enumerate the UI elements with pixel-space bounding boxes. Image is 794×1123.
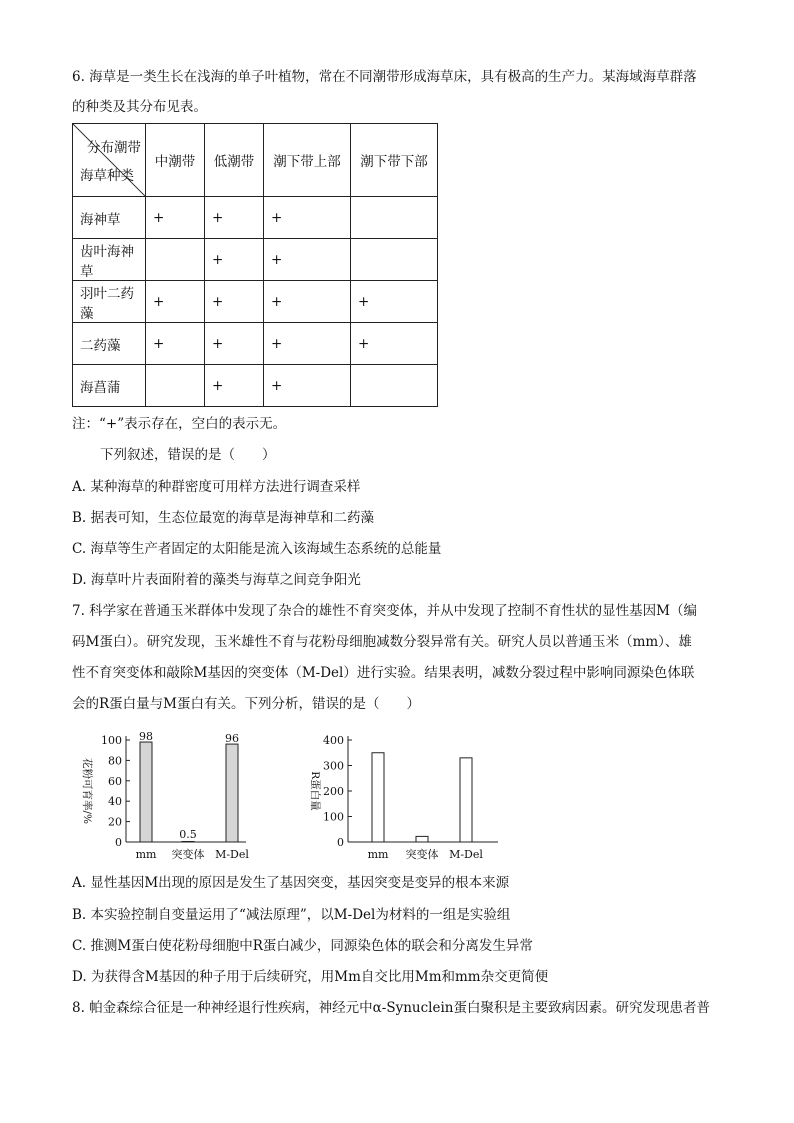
table-row <box>73 281 438 323</box>
q6-stem-line-2: 的种类及其分布见表。 <box>72 99 207 115</box>
diag-header-bottom: 海草种类 <box>80 168 134 184</box>
q7-option-d: D. 为获得含M基因的种子用于后续研究，用Mm自交比用Mm和mm杂交更简便 <box>72 969 549 985</box>
column-header: 中潮带 <box>146 124 205 197</box>
table-cell: + <box>146 281 205 323</box>
q7-stem-line-3: 性不育突变体和敲除M基因的突变体（M-Del）进行实验。结果表明，减数分裂过程中影响同源染色体联 <box>72 665 695 681</box>
table-cell <box>351 197 438 239</box>
bar <box>372 753 384 842</box>
x-tick-label: mm <box>135 848 157 861</box>
seagrass-distribution-table <box>72 123 438 407</box>
bar <box>416 836 428 842</box>
q7-option-a: A. 显性基因M出现的原因是发生了基因突变，基因突变是变异的根本来源 <box>72 875 510 891</box>
table-cell <box>351 239 438 281</box>
table-cell: + <box>205 281 264 323</box>
table-row <box>73 323 438 365</box>
table-cell: + <box>205 323 264 365</box>
y-tick-label: 300 <box>323 759 344 773</box>
table-cell <box>146 365 205 407</box>
x-tick-label: 突变体 <box>171 848 205 861</box>
x-tick-label: M-Del <box>215 848 249 861</box>
table-cell: + <box>351 323 438 365</box>
y-tick-label: 400 <box>323 734 344 747</box>
table-cell: + <box>264 239 351 281</box>
table-cell: + <box>351 281 438 323</box>
q6-stem-line-1: 6. 海草是一类生长在浅海的单子叶植物，常在不同潮带形成海草床，具有极高的生产力。某海域海草群落 <box>72 69 697 85</box>
bar-value-label: 96 <box>225 732 239 746</box>
table-cell: + <box>264 365 351 407</box>
table-cell: + <box>146 197 205 239</box>
x-tick-label: M-Del <box>449 848 483 861</box>
q6-option-a: A. 某种海草的种群密度可用样方法进行调查采样 <box>72 479 361 495</box>
q6-option-d: D. 海草叶片表面附着的藻类与海草之间竞争阳光 <box>72 572 361 588</box>
table-cell: + <box>205 197 264 239</box>
table-cell <box>351 365 438 407</box>
table-row <box>73 239 438 281</box>
row-header: 齿叶海神草 <box>73 239 146 281</box>
q6-option-b: B. 据表可知，生态位最宽的海草是海神草和二药藻 <box>72 510 375 526</box>
table-cell: + <box>205 239 264 281</box>
x-tick-label: 突变体 <box>405 848 439 861</box>
row-header: 海菖蒲 <box>73 365 146 407</box>
y-tick-label: 0 <box>115 836 122 849</box>
q7-stem-line-4: 会的R蛋白量与M蛋白有关。下列分析，错误的是（ ） <box>72 696 420 712</box>
y-tick-label: 100 <box>323 810 344 824</box>
table-row <box>73 197 438 239</box>
y-tick-label: 0 <box>337 836 344 849</box>
q7-stem-line-2: 码M蛋白）。研究发现，玉米雄性不育与花粉母细胞减数分裂异常有关。研究人员以普通玉米（mm）、雄 <box>72 634 692 650</box>
q6-option-c: C. 海草等生产者固定的太阳能是流入该海域生态系统的总能量 <box>72 541 442 557</box>
bar <box>226 744 238 842</box>
y-tick-label: 80 <box>108 754 122 768</box>
q6-table-note: 注：“+”表示存在，空白的表示无。 <box>72 416 287 432</box>
diag-header-top: 分布潮带 <box>87 140 141 156</box>
bar <box>182 841 194 842</box>
bar-value-label: 98 <box>139 730 153 744</box>
y-axis-label: 花粉可育率/% <box>81 757 93 825</box>
table-row <box>73 365 438 407</box>
table-cell: + <box>205 365 264 407</box>
column-header: 潮下带上部 <box>264 124 351 197</box>
pollen-fertility-bar-chart <box>72 726 282 866</box>
row-header: 海神草 <box>73 197 146 239</box>
table-cell: + <box>264 281 351 323</box>
row-header: 二药藻 <box>73 323 146 365</box>
table-diagonal-header-cell <box>73 124 146 197</box>
table-cell: + <box>264 323 351 365</box>
y-tick-label: 40 <box>108 795 122 809</box>
y-tick-label: 100 <box>101 734 122 747</box>
table-cell <box>146 239 205 281</box>
table-header-row <box>73 124 438 197</box>
row-header: 羽叶二药藻 <box>73 281 146 323</box>
q6-question: 下列叙述，错误的是（ ） <box>100 447 276 463</box>
q7-stem-line-1: 7. 科学家在普通玉米群体中发现了杂合的雄性不育突变体，并从中发现了控制不育性状的显性基因M（编 <box>72 603 697 619</box>
column-header: 低潮带 <box>205 124 264 197</box>
diagonal-line <box>73 124 145 196</box>
column-header: 潮下带下部 <box>351 124 438 197</box>
y-tick-label: 20 <box>108 815 122 829</box>
table-cell: + <box>146 323 205 365</box>
y-tick-label: 200 <box>323 785 344 798</box>
bar-value-label: 0.5 <box>179 828 197 841</box>
bar <box>460 758 472 842</box>
q8-stem-line-1: 8. 帕金森综合征是一种神经退行性疾病，神经元中α-Synuclein蛋白聚积是主要致病因素。研究发现患者普 <box>72 1000 710 1016</box>
y-axis-label: R蛋白量 <box>309 771 321 811</box>
q7-option-b: B. 本实验控制自变量运用了“减法原理”，以M-Del为材料的一组是实验组 <box>72 907 511 923</box>
x-tick-label: mm <box>367 848 389 861</box>
bar <box>140 742 152 842</box>
q7-option-c: C. 推测M蛋白使花粉母细胞中R蛋白减少，同源染色体的联会和分离发生异常 <box>72 938 533 954</box>
table-cell: + <box>264 197 351 239</box>
y-tick-label: 60 <box>108 774 122 788</box>
r-protein-bar-chart <box>300 726 510 866</box>
